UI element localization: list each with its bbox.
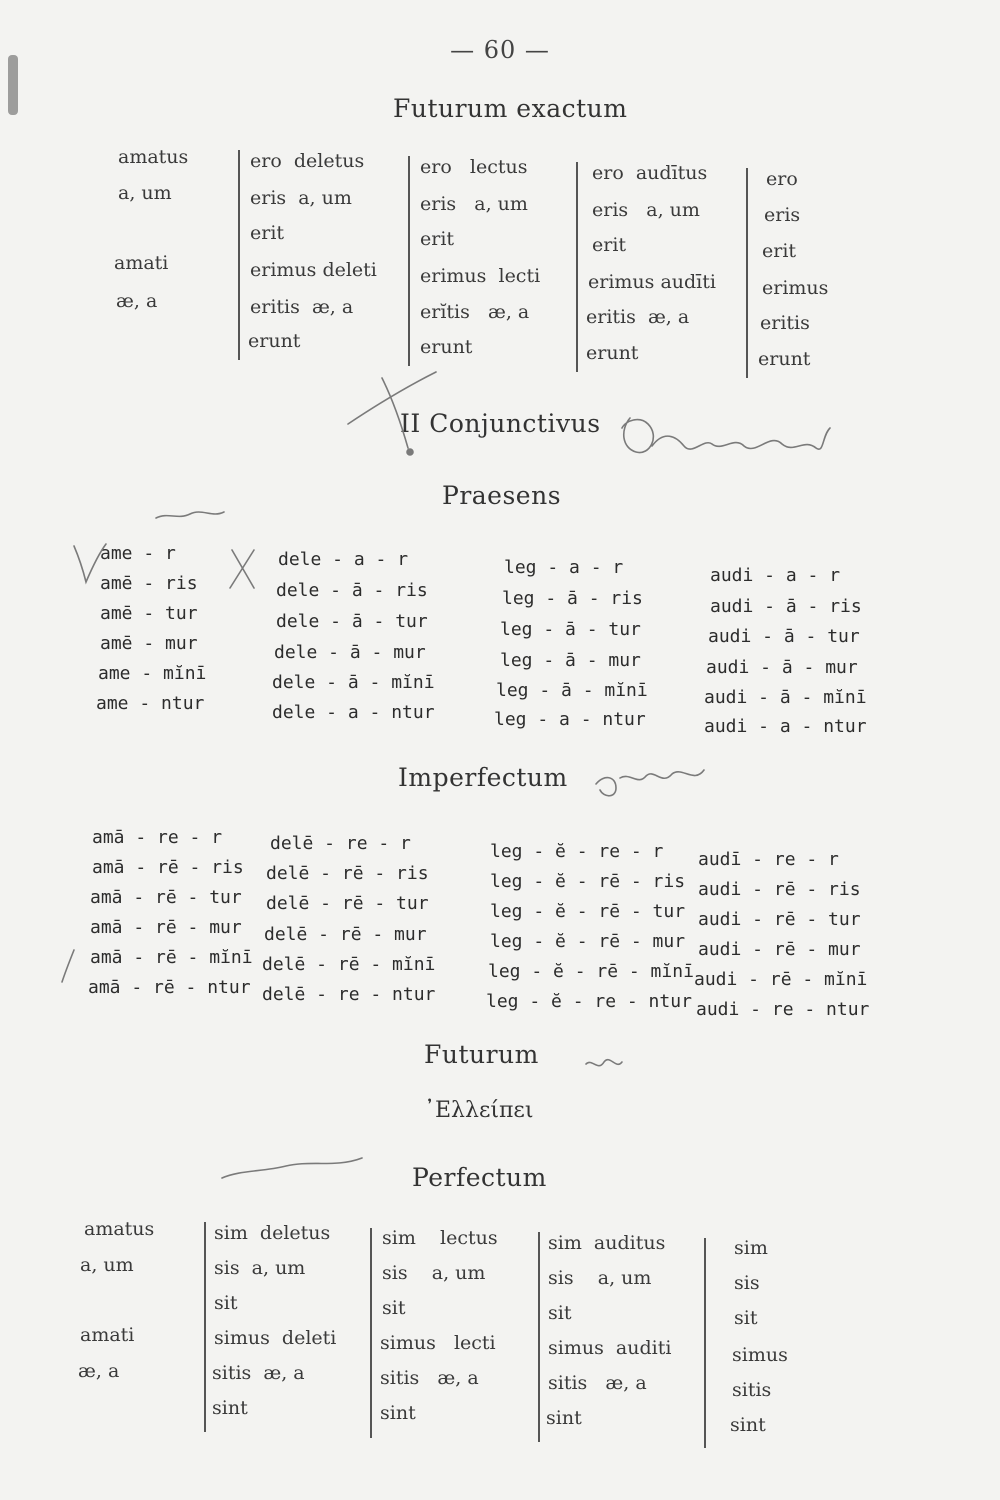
imperfectum-form: audi - rē - mur [698,939,861,960]
praesens-form: dele - ā - tur [276,611,428,632]
imperfectum-form: leg - ĕ - re - ntur [486,991,692,1012]
perfectum-row: simus deleti [214,1327,337,1349]
lead-word: a, um [80,1254,134,1276]
praesens-form: audi - ā - ris [710,596,862,617]
perfectum-row: sim deletus [214,1222,331,1244]
praesens-form: amē - mur [100,633,198,654]
perfectum-row: sitis [732,1379,772,1401]
praesens-form: leg - a - ntur [494,709,646,730]
futurum-exactum-row: erit [762,240,797,262]
futurum-exactum-row: ero lectus [420,156,528,178]
futurum-exactum-row: erunt [758,348,811,370]
pencil-annotation [622,418,653,453]
perfectum-row: sitis æ, a [548,1372,647,1394]
praesens-form: amē - ris [100,573,198,594]
perfectum-row: sim [734,1237,768,1259]
perfectum-row: sint [380,1402,416,1424]
praesens-form: amē - tur [100,603,198,624]
imperfectum-form: delē - rē - mĭnī [262,954,436,975]
futurum-exactum-row: eritis [760,312,810,334]
futurum-exactum-row: erit [592,234,627,256]
imperfectum-form: audī - re - r [698,849,839,870]
imperfectum-form: audi - rē - ris [698,879,861,900]
praesens-form: leg - ā - tur [500,619,641,640]
pencil-cross-stroke [230,550,254,588]
futurum-exactum-row: erit [420,228,455,250]
imperfectum-form: amā - rē - ntur [88,977,251,998]
pencil-scribble [586,1060,622,1066]
futurum-exactum-row: erĭtis æ, a [420,301,530,323]
lead-word: amati [114,252,169,274]
praesens-form: leg - ā - mur [500,650,641,671]
praesens-form: dele - ā - mĭnī [272,672,435,693]
pencil-check [74,544,106,582]
futurum-exactum-row: erunt [420,336,473,358]
praesens-form: audi - a - ntur [704,716,867,737]
heading-imperfectum: Imperfectum [398,763,568,792]
perfectum-row: sint [212,1397,248,1419]
imperfectum-form: amā - rē - mur [90,917,242,938]
lead-word: amati [80,1324,135,1346]
praesens-form: dele - ā - mur [274,642,426,663]
praesens-form: audi - ā - mur [706,657,858,678]
imperfectum-form: amā - re - r [92,827,223,848]
pencil-annotation [652,428,830,449]
perfectum-row: simus auditi [548,1337,672,1359]
futurum-exactum-row: ero [766,168,798,190]
futurum-exactum-row: eris a, um [420,193,528,215]
praesens-form: audi - ā - tur [708,626,860,647]
futurum-exactum-row: eris a, um [592,199,700,221]
perfectum-row: sit [734,1307,758,1329]
pencil-scribble [222,1158,362,1178]
imperfectum-form: leg - ĕ - rē - ris [490,871,686,892]
imperfectum-form: amā - rē - tur [90,887,242,908]
imperfectum-form: delē - rē - tur [266,893,429,914]
pencil-cross-stroke [348,372,436,424]
futurum-exactum-row: ero audītus [592,162,708,184]
imperfectum-form: leg - ĕ - rē - mur [490,931,686,952]
imperfectum-form: delē - rē - mur [264,924,427,945]
imperfectum-form: leg - ĕ - rē - tur [490,901,686,922]
praesens-form: ame - ntur [96,693,205,714]
perfectum-row: sint [546,1407,582,1429]
futurum-note: ᾽Ελλείπει [424,1098,534,1123]
perfectum-row: sis a, um [214,1257,306,1279]
lead-word: æ, a [116,290,158,312]
futurum-exactum-row: erit [250,222,285,244]
heading-futurum: Futurum [424,1040,539,1069]
imperfectum-form: audi - re - ntur [696,999,870,1020]
perfectum-row: sitis æ, a [212,1362,305,1384]
lead-word: amatus [118,146,189,168]
futurum-exactum-row: erimus [762,277,829,299]
lead-word: æ, a [78,1360,120,1382]
praesens-form: leg - a - r [504,557,624,578]
futurum-exactum-row: eritis æ, a [586,306,690,328]
perfectum-row: sis [734,1272,760,1294]
lead-word: amatus [84,1218,155,1240]
futurum-exactum-row: erunt [586,342,639,364]
imperfectum-form: audi - rē - tur [698,909,861,930]
praesens-form: ame - r [100,543,176,564]
imperfectum-form: amā - rē - ris [92,857,244,878]
imperfectum-form: audi - rē - mĭnī [694,969,868,990]
pencil-scribble [156,512,224,518]
praesens-form: audi - a - r [710,565,841,586]
perfectum-row: simus lecti [380,1332,496,1354]
pencil-annotation [596,770,704,796]
futurum-exactum-row: erimus deleti [250,259,377,281]
perfectum-row: sim auditus [548,1232,666,1254]
imperfectum-form: delē - rē - ris [266,863,429,884]
heading-praesens: Praesens [442,481,562,510]
imperfectum-form: delē - re - r [270,833,411,854]
imperfectum-form: delē - re - ntur [262,984,436,1005]
praesens-form: ame - mĭnī [98,663,207,684]
page-number: — 60 — [450,36,550,64]
futurum-exactum-row: eritis æ, a [250,296,354,318]
perfectum-row: simus [732,1344,788,1366]
futurum-exactum-row: eris [764,204,801,226]
imperfectum-form: amā - rē - mĭnī [90,947,253,968]
imperfectum-form: leg - ĕ - re - r [490,841,664,862]
heading-perfectum: Perfectum [412,1163,547,1192]
perfectum-row: sit [548,1302,572,1324]
imperfectum-form: leg - ĕ - rē - mĭnī [488,961,694,982]
praesens-form: dele - a - ntur [272,702,435,723]
perfectum-row: sit [214,1292,238,1314]
heading-conjunctivus: II Conjunctivus [400,409,601,438]
futurum-exactum-row: erimus audīti [588,271,716,293]
praesens-form: audi - ā - mĭnī [704,687,867,708]
lead-word: a, um [118,182,172,204]
perfectum-row: sis a, um [548,1267,652,1289]
praesens-form: leg - ā - ris [502,588,643,609]
praesens-form: leg - ā - mĭnī [496,680,648,701]
futurum-exactum-row: erimus lecti [420,265,541,287]
pencil-dot [407,449,413,455]
heading-futurum-exactum: Futurum exactum [393,94,628,123]
perfectum-row: sim lectus [382,1227,498,1249]
perfectum-row: sitis æ, a [380,1367,479,1389]
futurum-exactum-row: eris a, um [250,187,352,209]
pencil-tick [62,950,74,982]
futurum-exactum-row: erunt [248,330,301,352]
praesens-form: dele - ā - ris [276,580,428,601]
perfectum-row: sis a, um [382,1262,486,1284]
praesens-form: dele - a - r [278,549,409,570]
perfectum-row: sit [382,1297,406,1319]
futurum-exactum-row: ero deletus [250,150,365,172]
perfectum-row: sint [730,1414,766,1436]
